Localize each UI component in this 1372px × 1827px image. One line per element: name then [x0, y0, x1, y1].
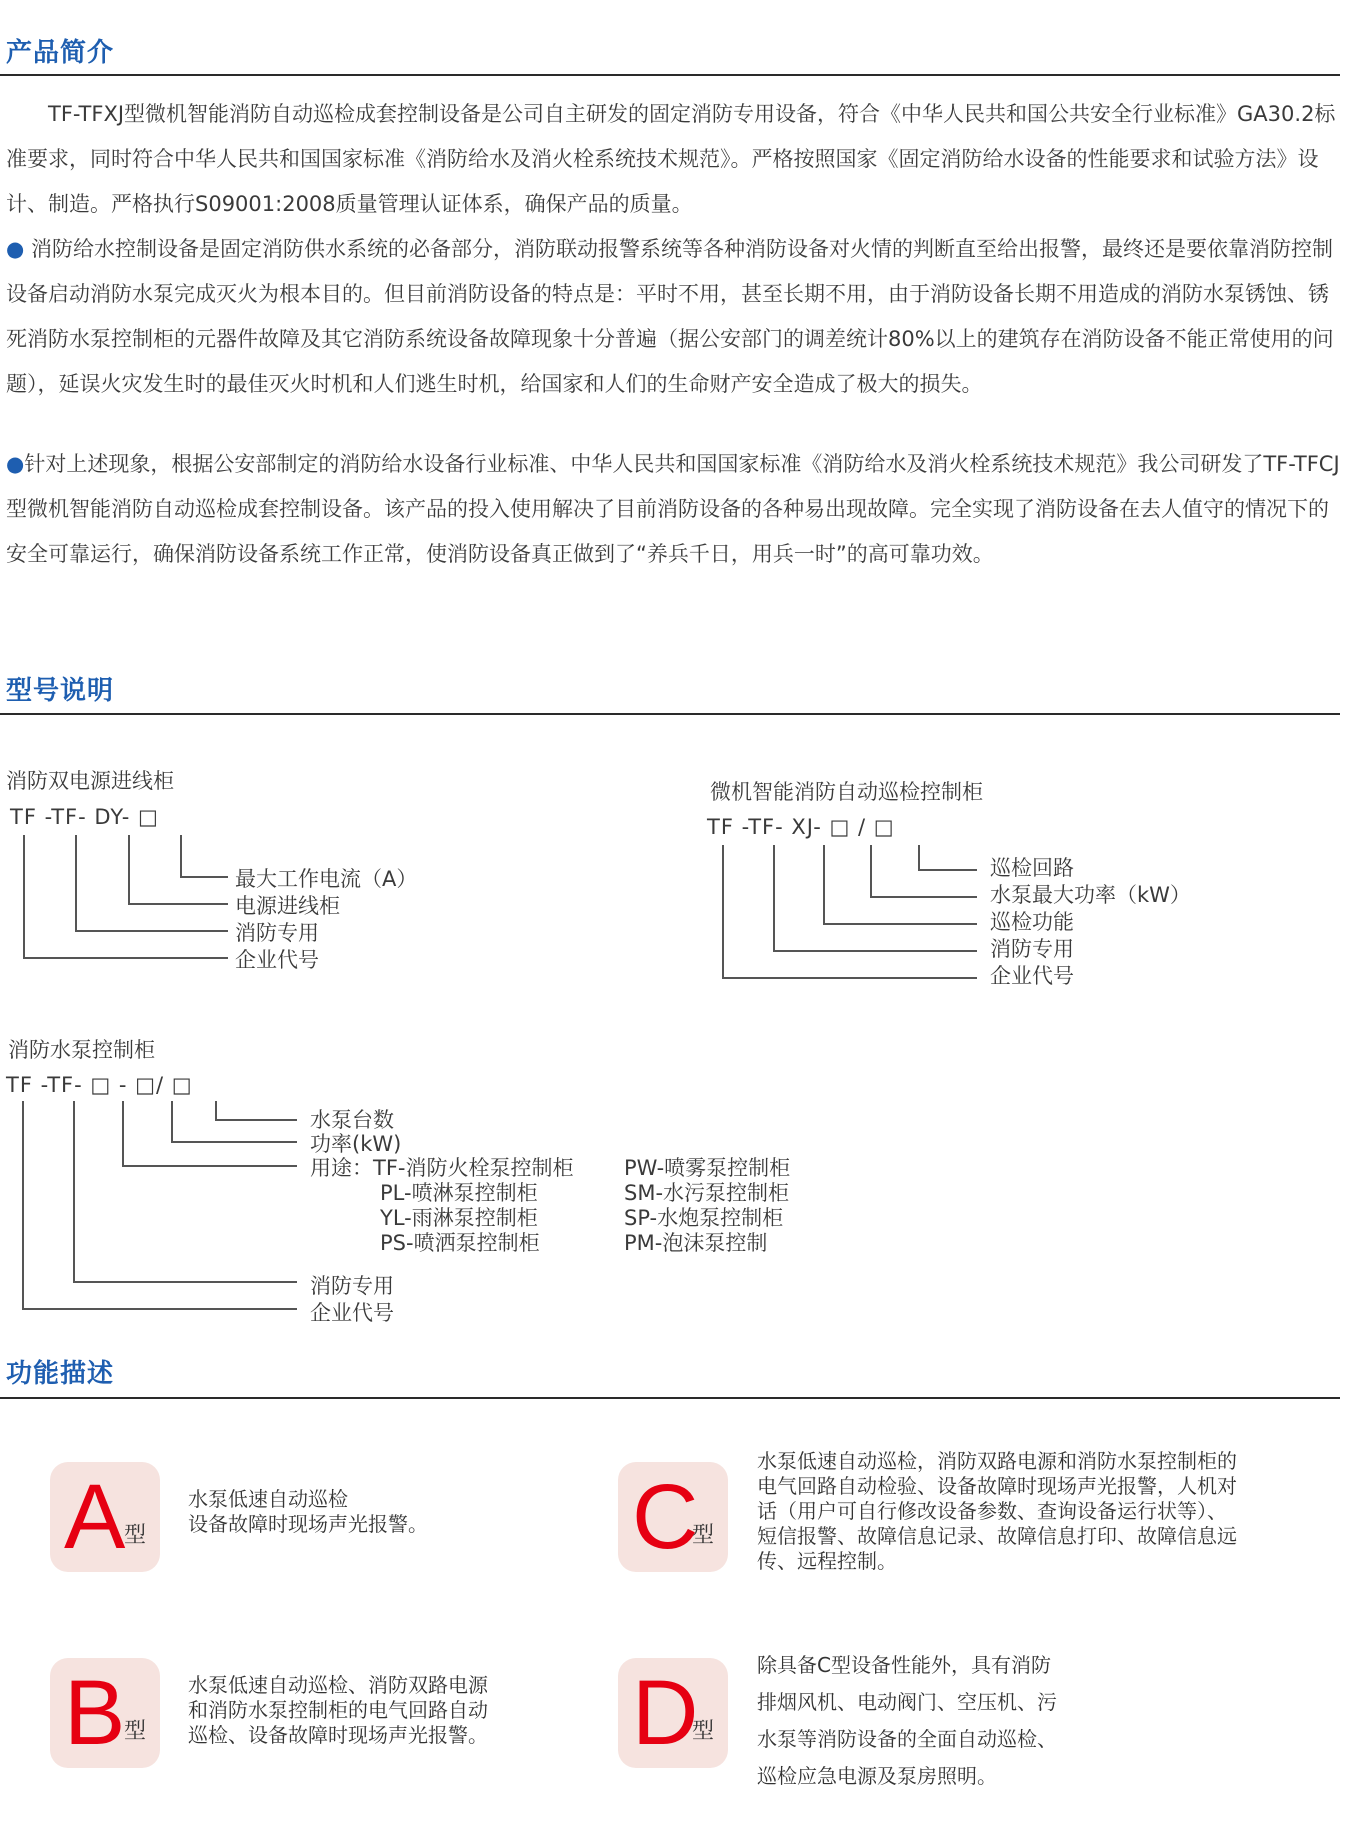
- connector-line: [128, 903, 228, 905]
- intro-paragraph-1: TF-TFXJ型微机智能消防自动巡检成套控制设备是公司自主研发的固定消防专用设备，符合《中华人民共和国公共安全行业标准》GA30.2标准要求，同时符合中华人民共和国国家标准《消防给水及消火栓系统技术规范》。严格按照国家《固定消防给水设备的性能要求和试验方法》设计、制造。严格执行S09001:2008质量管理认证体系，确保产品的质量。: [6, 102, 1336, 216]
- type-b-description: 水泵低速自动巡检、消防双路电源 和消防水泵控制柜的电气回路自动 巡检、设备故障时现场声光报警。: [188, 1673, 488, 1747]
- type-a-badge: [50, 1462, 160, 1572]
- connector-line: [122, 1165, 297, 1167]
- connector-line: [23, 835, 25, 957]
- xj-label-company: 企业代号: [990, 964, 1074, 988]
- pump-label-count: 水泵台数: [310, 1108, 394, 1132]
- connector-line: [75, 835, 77, 930]
- pump-use-pl: PL-喷淋泵控制柜: [380, 1181, 538, 1205]
- type-d-letter: D: [632, 1662, 699, 1764]
- pump-use-yl: YL-雨淋泵控制柜: [380, 1206, 538, 1230]
- dy-label-incoming: 电源进线柜: [235, 894, 340, 918]
- pump-label-fire: 消防专用: [310, 1274, 394, 1298]
- type-suffix: 型: [692, 1523, 715, 1548]
- type-c-badge: [618, 1462, 728, 1572]
- intro-divider: [0, 74, 1340, 76]
- functions-divider: [0, 1397, 1340, 1399]
- connector-line: [73, 1281, 297, 1283]
- connector-line: [215, 1101, 217, 1119]
- pump-use-ps: PS-喷洒泵控制柜: [380, 1231, 540, 1255]
- connector-line: [722, 977, 977, 979]
- dy-diagram-title: 消防双电源进线柜: [6, 769, 174, 793]
- connector-line: [870, 896, 977, 898]
- xj-label-power: 水泵最大功率（kW）: [990, 883, 1191, 907]
- pump-use-pw: PW-喷雾泵控制柜: [624, 1156, 791, 1180]
- intro-heading: 产品简介: [6, 38, 115, 68]
- type-suffix: 型: [124, 1523, 147, 1548]
- xj-label-fire: 消防专用: [990, 937, 1074, 961]
- type-c-description: 水泵低速自动巡检，消防双路电源和消防水泵控制柜的 电气回路自动检验、设备故障时现场声光报警，人机对 话（用户可自行修改设备参数、查询设备运行状等）、 短信报警、故障信息记录、故障信息打印、故障信息远 传、远程控制。: [757, 1449, 1237, 1573]
- dy-model-code: TF -TF- DY- □: [10, 805, 159, 829]
- type-d-description: 除具备C型设备性能外，具有消防 排烟风机、电动阀门、空压机、污 水泵等消防设备的全面自动巡检、 巡检应急电源及泵房照明。: [757, 1653, 1057, 1788]
- connector-line: [722, 845, 724, 977]
- connector-line: [180, 835, 182, 876]
- connector-line: [22, 1308, 297, 1310]
- connector-line: [870, 845, 872, 896]
- bullet-icon: ●: [6, 452, 25, 476]
- intro-paragraph-2: ● 消防给水控制设备是固定消防供水系统的必备部分，消防联动报警系统等各种消防设备对火情的判断直至给出报警，最终还是要依靠消防控制设备启动消防水泵完成灭火为根本目的。但目前消防设备的特点是：平时不用，甚至长期不用，由于消防设备长期不用造成的消防水泵锈蚀、锈死消防水泵控制柜的元器件故障及其它消防系统设备故障现象十分普遍（据公安部门的调差统计80%以上的建筑存在消防设备不能正常使用的问题），延误火灾发生时的最佳灭火时机和人们逃生时机，给国家和人们的生命财产安全造成了极大的损失。: [6, 237, 1334, 396]
- dy-label-fire: 消防专用: [235, 921, 319, 945]
- xj-diagram-title: 微机智能消防自动巡检控制柜: [710, 780, 983, 804]
- connector-line: [773, 845, 775, 950]
- pump-diagram-title: 消防水泵控制柜: [8, 1038, 155, 1062]
- connector-line: [823, 923, 977, 925]
- models-heading: 型号说明: [6, 676, 115, 706]
- connector-line: [122, 1101, 124, 1165]
- connector-line: [22, 1101, 24, 1308]
- type-suffix: 型: [124, 1719, 147, 1744]
- pump-use-pm: PM-泡沫泵控制: [624, 1231, 768, 1255]
- intro-paragraph-3: ●针对上述现象，根据公安部制定的消防给水设备行业标准、中华人民共和国国家标准《消防给水及消火栓系统技术规范》我公司研发了TF-TFCJ型微机智能消防自动巡检成套控制设备。该产品的投入使用解决了目前消防设备的各种易出现故障。完全实现了消防设备在去人值守的情况下的安全可靠运行，确保消防设备系统工作正常，使消防设备真正做到了“养兵千日，用兵一时”的高可靠功效。: [6, 452, 1340, 566]
- type-c-letter: C: [632, 1466, 699, 1568]
- dy-label-current: 最大工作电流（A）: [235, 867, 418, 891]
- connector-line: [75, 930, 228, 932]
- bullet-icon: ●: [6, 237, 25, 261]
- connector-line: [823, 845, 825, 923]
- connector-line: [215, 1119, 297, 1121]
- dy-label-company: 企业代号: [235, 948, 319, 972]
- type-a-letter: A: [64, 1466, 126, 1568]
- connector-line: [128, 835, 130, 903]
- connector-line: [918, 845, 920, 869]
- connector-line: [180, 876, 228, 878]
- connector-line: [171, 1101, 173, 1141]
- connector-line: [171, 1141, 297, 1143]
- xj-model-code: TF -TF- XJ- □ / □: [707, 815, 895, 839]
- pump-label-company: 企业代号: [310, 1301, 394, 1325]
- pump-use-sp: SP-水炮泵控制柜: [624, 1206, 784, 1230]
- type-d-badge: [618, 1658, 728, 1768]
- pump-label-use: 用途：TF-消防火栓泵控制柜: [310, 1156, 574, 1180]
- xj-label-inspect: 巡检功能: [990, 910, 1074, 934]
- type-a-description: 水泵低速自动巡检 设备故障时现场声光报警。: [188, 1487, 428, 1536]
- type-b-badge: [50, 1658, 160, 1768]
- xj-label-loop: 巡检回路: [990, 856, 1074, 880]
- connector-line: [23, 957, 228, 959]
- connector-line: [73, 1101, 75, 1281]
- pump-label-power: 功率(kW): [310, 1132, 402, 1156]
- type-b-letter: B: [64, 1662, 126, 1764]
- pump-model-code: TF -TF- □ - □/ □: [6, 1073, 193, 1097]
- connector-line: [918, 869, 977, 871]
- functions-heading: 功能描述: [6, 1359, 115, 1389]
- models-divider: [0, 713, 1340, 715]
- pump-use-sm: SM-水污泵控制柜: [624, 1181, 790, 1205]
- type-suffix: 型: [692, 1719, 715, 1744]
- connector-line: [773, 950, 977, 952]
